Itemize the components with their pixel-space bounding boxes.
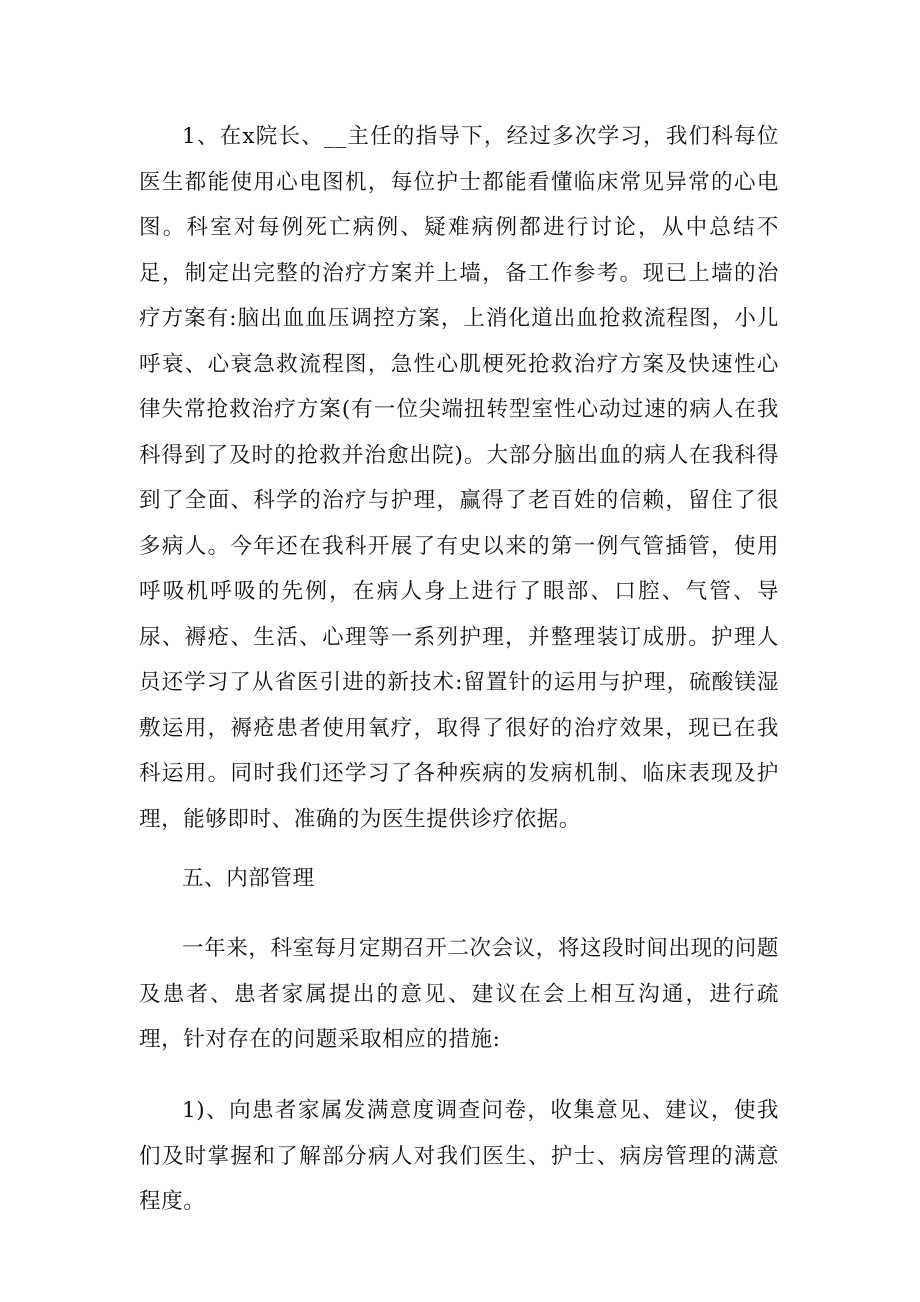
section-heading-internal-management: 五、内部管理	[182, 866, 315, 891]
paragraph-monthly-meetings: 一年来，科室每月定期召开二次会议，将这段时间出现的问题及患者、患者家属提出的意见、建议在会上相互沟通，进行疏理，针对存在的问题采取相应的措施:	[139, 936, 779, 1052]
paragraph-satisfaction-survey: 1)、向患者家属发满意度调查问卷，收集意见、建议，使我们及时掌握和了解部分病人对我们医生、护士、病房管理的满意程度。	[139, 1098, 779, 1214]
paragraph-training-summary: 1、在x院长、__主任的指导下，经过多次学习，我们科每位医生都能使用心电图机，每位护士都能看懂临床常见异常的心电图。科室对每例死亡病例、疑难病例都进行讨论，从中总结不足，制定出完整的治疗方案并上墙，备工作参考。现已上墙的治疗方案有:脑出血血压调控方案，上消化道出血抢救流程图，小儿呼衰、心衰急救流程图，急性心肌梗死抢救治疗方案及快速性心律失常抢救治疗方案(有一位尖端扭转型室性心动过速的病人在我科得到了及时的抢救并治愈出院)。大部分脑出血的病人在我科得到了全面、科学的治疗与护理，赢得了老百姓的信赖，留住了很多病人。今年还在我科开展了有史以来的第一例气管插管，使用呼吸机呼吸的先例，在病人身上进行了眼部、口腔、气管、导尿、褥疮、生活、心理等一系列护理，并整理装订成册。护理人员还学习了从省医引进的新技术:留置针的运用与护理，硫酸镁湿敷运用，褥疮患者使用氧疗，取得了很好的治疗效果，现已在我科运用。同时我们还学习了各种疾病的发病机制、临床表现及护理，能够即时、准确的为医生提供诊疗依据。	[139, 124, 779, 832]
